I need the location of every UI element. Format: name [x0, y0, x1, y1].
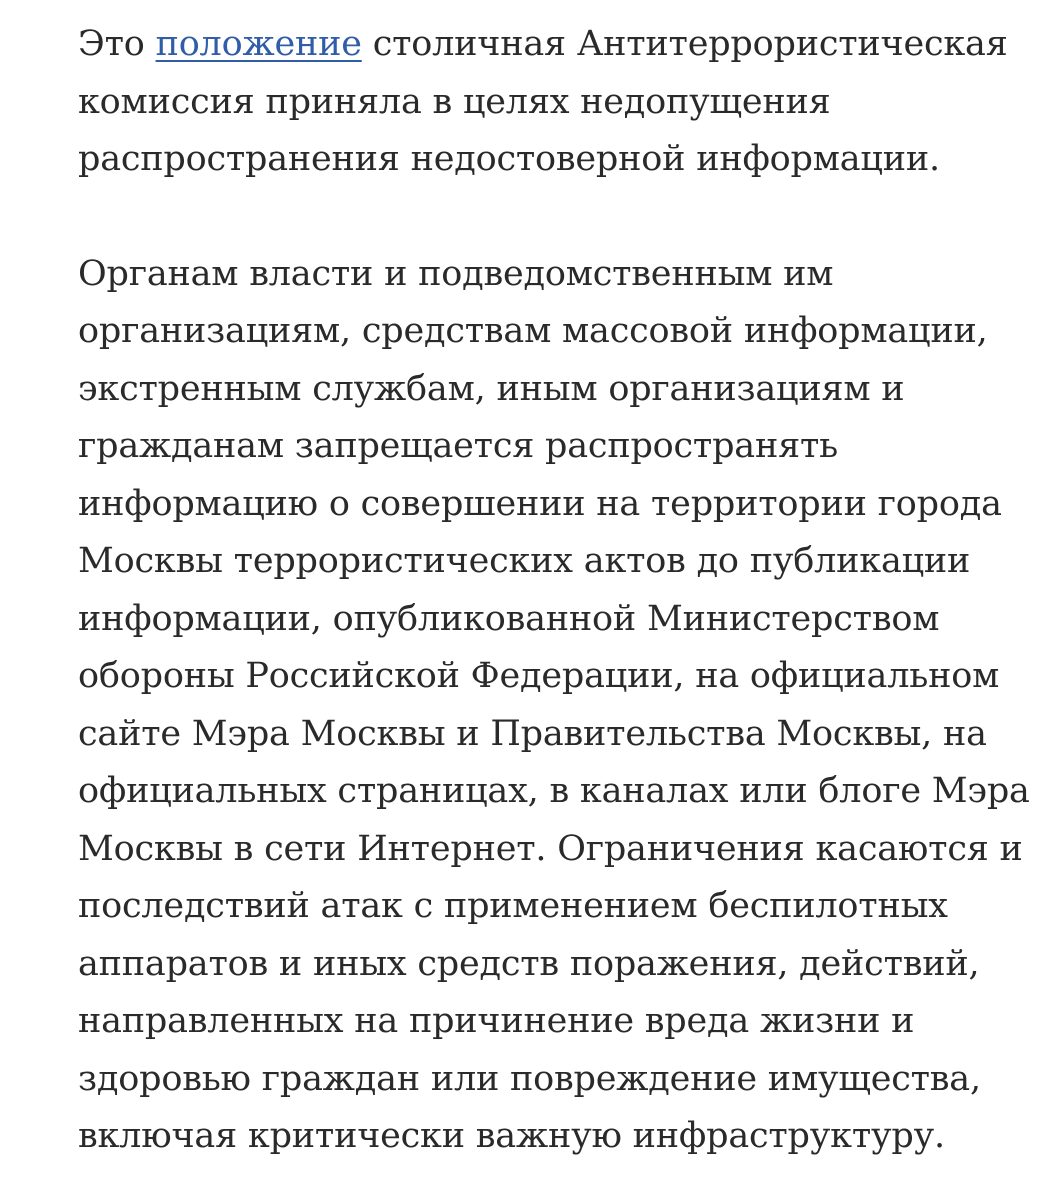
- text-line: [78, 16, 1008, 74]
- text-line: направленных на причинение вреда жизни и: [78, 1001, 915, 1041]
- text-line: Москвы террористических актов до публикации: [78, 541, 971, 581]
- article-body: [78, 16, 1030, 1166]
- text-line: организациям, средствам массовой информации,: [78, 311, 988, 351]
- text-line: здоровью граждан или повреждение имущества,: [78, 1058, 981, 1099]
- text-line: Москвы в сети Интернет. Ограничения касаются и: [78, 828, 1023, 869]
- paragraph-restrictions: [78, 246, 1030, 1166]
- text-line: комиссия приняла в целях недопущения: [78, 81, 831, 122]
- line-rest: столичная Антитеррористическая: [372, 24, 1008, 64]
- text-line: официальных страницах, в каналах или блоге Мэра: [78, 771, 1030, 811]
- text-line: гражданам запрещается распространять: [78, 426, 838, 466]
- regulation-link[interactable]: положение: [155, 24, 362, 64]
- text-line: аппаратов и иных средств поражения, действий,: [78, 943, 980, 984]
- text-line: информацию о совершении на территории города: [78, 483, 1002, 524]
- text-line: включая критически важную инфраструктуру.: [78, 1116, 945, 1156]
- text-line: экстренным службам, иным организациям и: [78, 368, 905, 409]
- text-line: последствий атак с применением беспилотных: [78, 886, 948, 926]
- text-line: распространения недостоверной информации.: [78, 139, 940, 179]
- text-line: сайте Мэра Москвы и Правительства Москвы, на: [78, 713, 987, 754]
- text-line: информации, опубликованной Министерством: [78, 598, 940, 639]
- lead-word: Это: [78, 24, 145, 64]
- text-line: Органам власти и подведомственным им: [78, 253, 834, 294]
- paragraph-intro: [78, 16, 1008, 189]
- text-line: обороны Российской Федерации, на официальном: [78, 656, 1000, 696]
